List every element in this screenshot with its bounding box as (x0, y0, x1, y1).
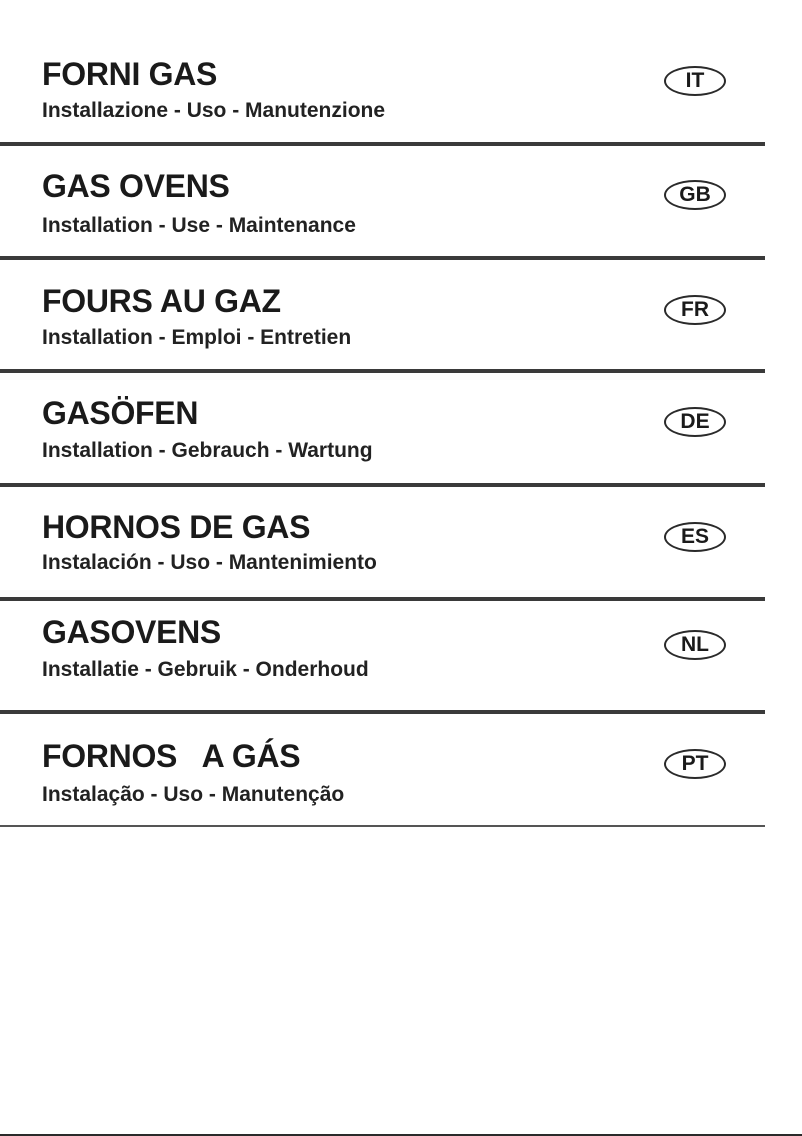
section-title: FORNI GAS (42, 56, 218, 92)
section-subtitle: Instalação - Uso - Manutenção (42, 783, 345, 806)
section-subtitle: Installation - Gebrauch - Wartung (42, 439, 373, 462)
section-subtitle: Installatie - Gebruik - Onderhoud (42, 658, 369, 681)
language-badge-fr: FR (664, 295, 726, 325)
language-badge-nl: NL (664, 630, 726, 660)
language-badge-it: IT (664, 66, 726, 96)
language-badge-gb: GB (664, 180, 726, 210)
section-divider (0, 597, 765, 601)
section-divider (0, 369, 765, 373)
section-divider (0, 483, 765, 487)
section-title: GAS OVENS (42, 168, 230, 204)
section-title: FORNOS A GÁS (42, 738, 301, 774)
language-badge-pt: PT (664, 749, 726, 779)
section-subtitle: Installazione - Uso - Manutenzione (42, 99, 386, 122)
section-divider (0, 710, 765, 714)
section-divider (0, 142, 765, 146)
section-subtitle: Installation - Emploi - Entretien (42, 326, 352, 349)
section-subtitle: Instalación - Uso - Mantenimiento (42, 551, 377, 574)
section-subtitle: Installation - Use - Maintenance (42, 214, 356, 237)
language-badge-es: ES (664, 522, 726, 552)
section-title: GASÖFEN (42, 395, 199, 431)
section-title: FOURS AU GAZ (42, 283, 281, 319)
section-divider (0, 256, 765, 260)
section-title: GASOVENS (42, 614, 221, 650)
language-badge-de: DE (664, 407, 726, 437)
section-divider (0, 825, 765, 827)
section-title: HORNOS DE GAS (42, 509, 311, 545)
